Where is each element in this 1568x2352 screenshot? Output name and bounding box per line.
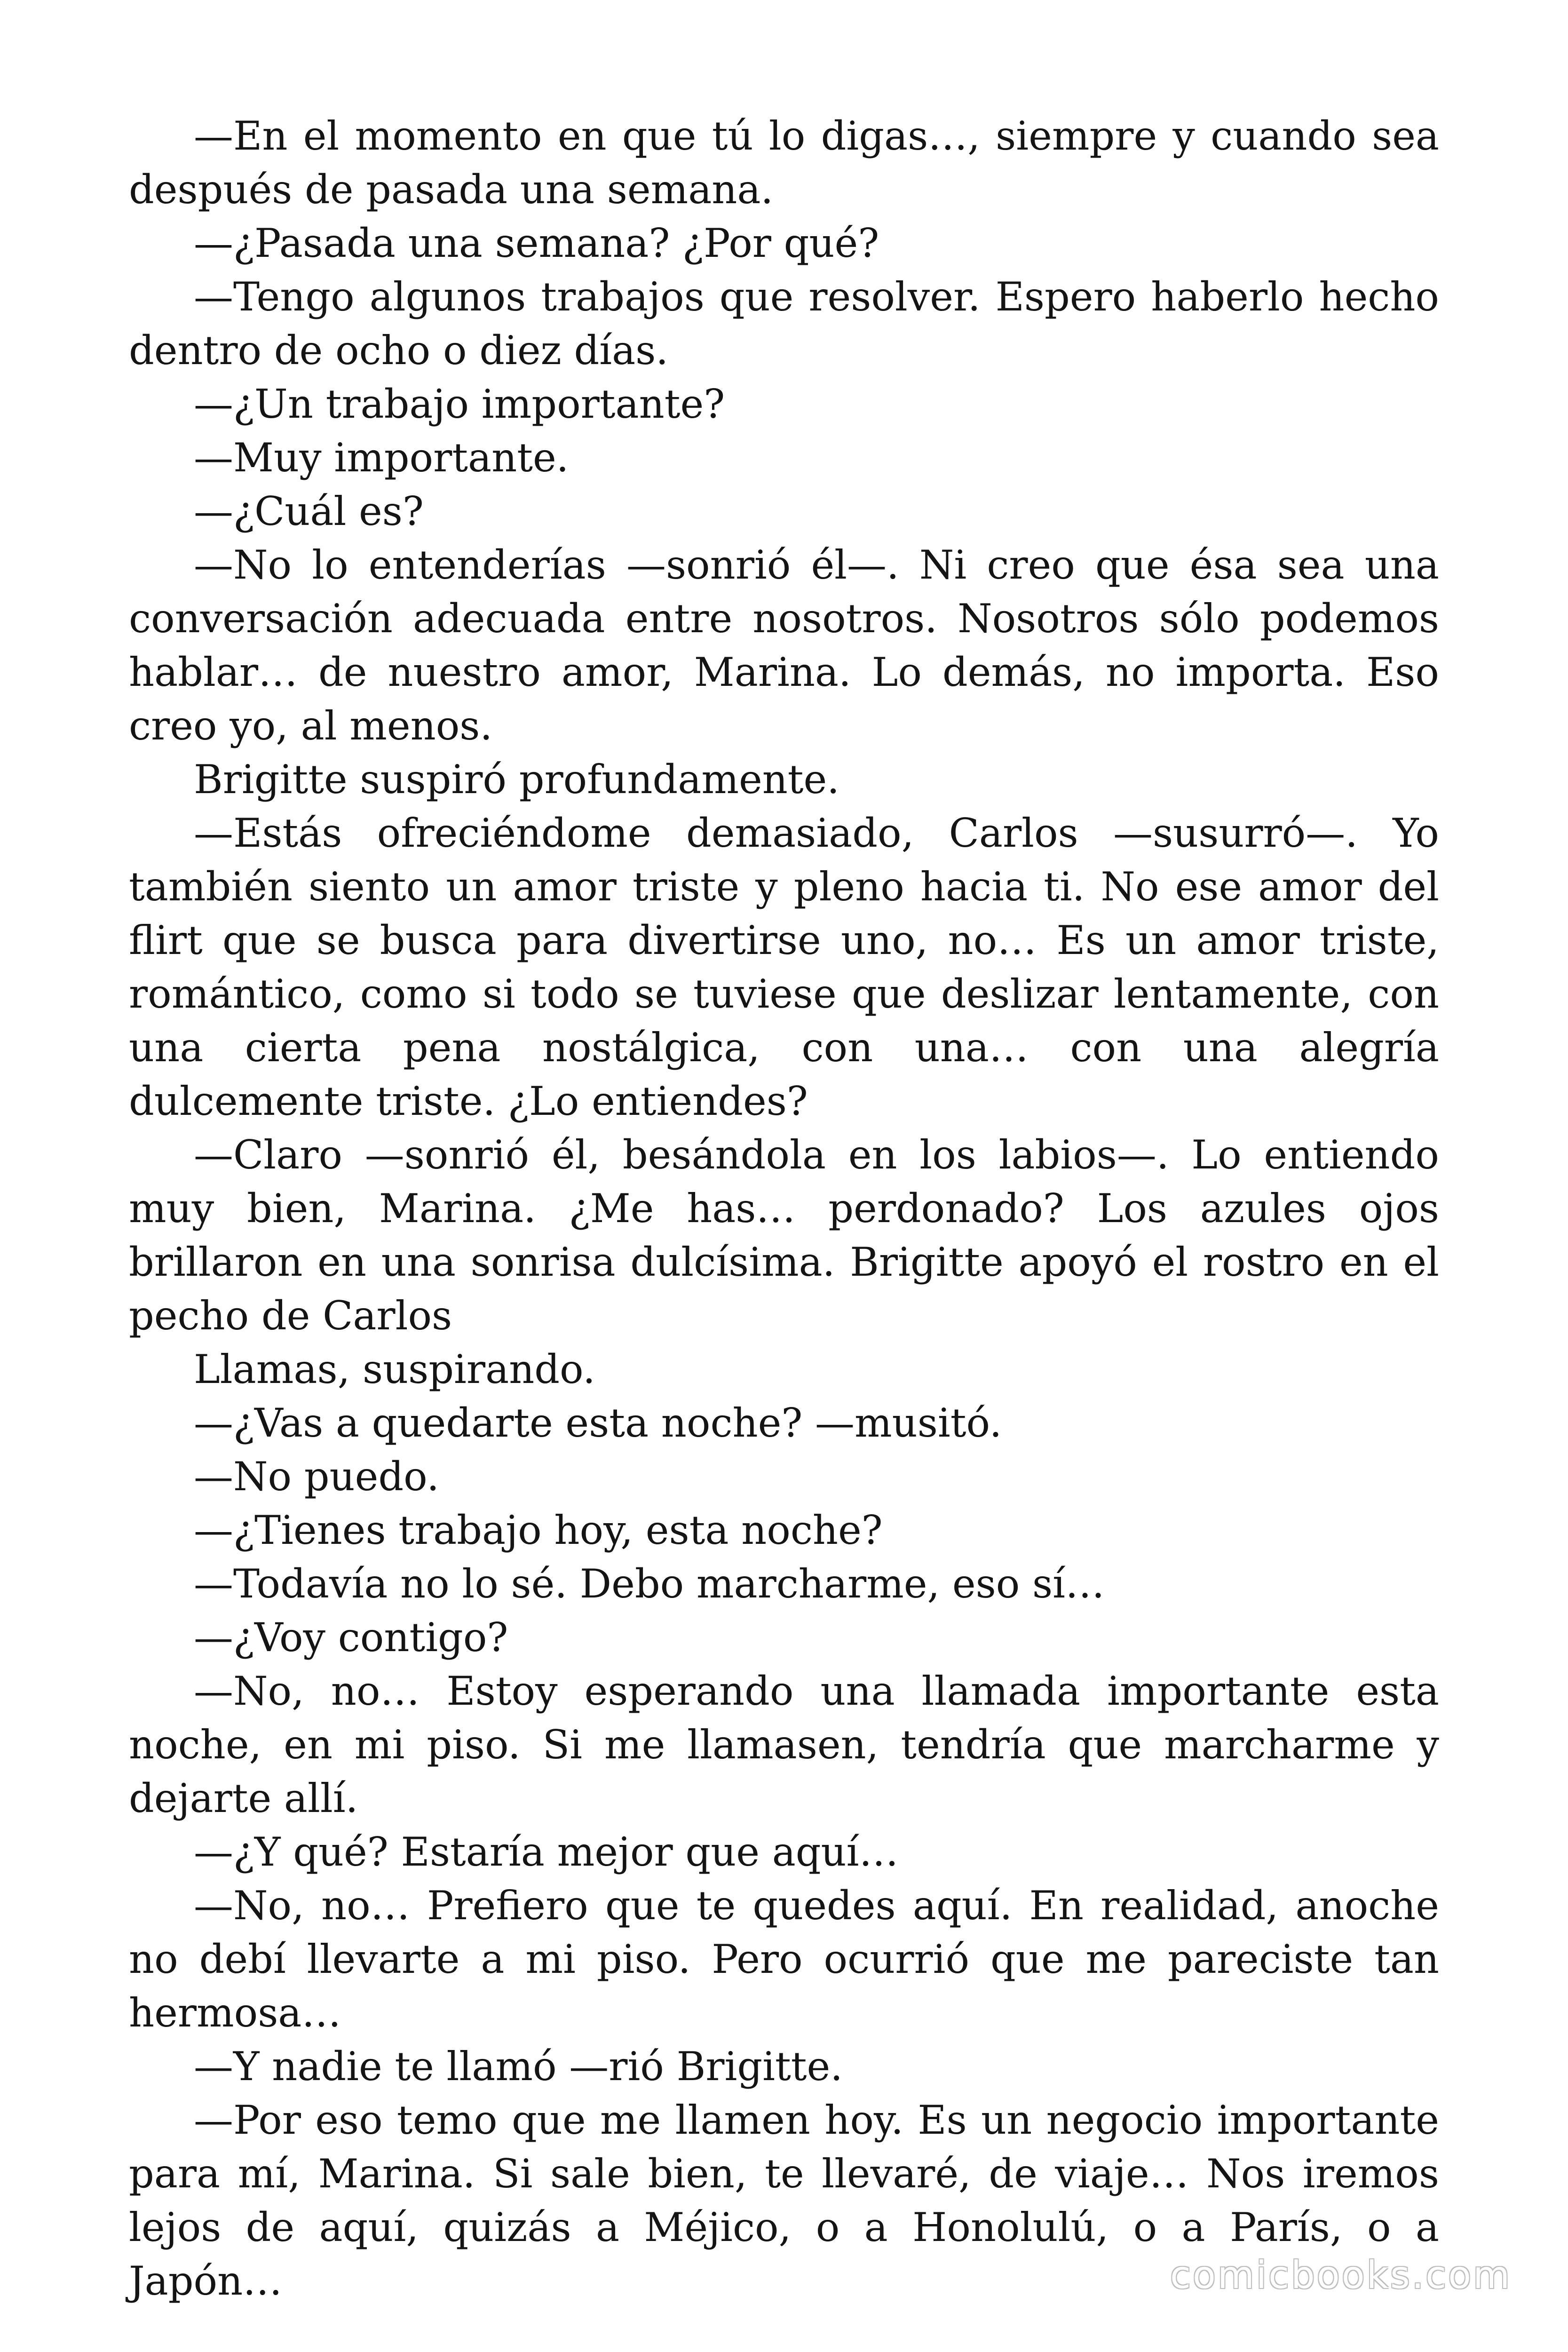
paragraph: —No, no… Prefiero que te quedes aquí. En realidad, anoche no debí llevarte a mi piso. Pero ocurrió que me pareciste tan hermosa… xyxy=(129,1883,1439,2036)
paragraph: Llamas, suspirando. xyxy=(194,1346,595,1392)
paragraph: —Muy importante. xyxy=(194,435,569,481)
paragraph: —Claro —sonrió él, besándola en los labios—. Lo entiendo muy bien, Marina. ¿Me has… perdonado? Los azules ojos brillaron en una sonrisa dulcísima. Brigitte apoyó el rostro en el pecho de Carlos xyxy=(129,1132,1439,1339)
page-body xyxy=(129,109,1439,2308)
paragraph: —Tengo algunos trabajos que resolver. Espero haberlo hecho dentro de ocho o diez días. xyxy=(129,274,1439,373)
paragraph: —¿Voy contigo? xyxy=(194,1614,508,1661)
watermark-logo: comicbooks.com xyxy=(1170,2253,1512,2297)
paragraph: —No puedo. xyxy=(194,1454,439,1500)
paragraph: —Estás ofreciéndome demasiado, Carlos —susurró—. Yo también siento un amor triste y pleno hacia ti. No ese amor del flirt que se busca para divertirse uno, no… Es un amor triste, romántico, como si todo se tuviese que deslizar lentamente, con una cierta pena nostálgica, con una… con una alegría dulcemente triste. ¿Lo entiendes? xyxy=(129,810,1439,1124)
paragraph: —¿Cuál es? xyxy=(194,488,424,534)
paragraph: —No, no… Estoy esperando una llamada importante esta noche, en mi piso. Si me llamasen, tendría que marcharme y dejarte allí. xyxy=(129,1668,1439,1821)
paragraph: —En el momento en que tú lo digas…, siempre y cuando sea después de pasada una semana. xyxy=(129,113,1439,213)
paragraph: —Y nadie te llamó —rió Brigitte. xyxy=(194,2043,843,2090)
paragraph: —¿Un trabajo importante? xyxy=(194,381,725,427)
paragraph: —¿Pasada una semana? ¿Por qué? xyxy=(194,220,879,266)
paragraph: —¿Vas a quedarte esta noche? —musitó. xyxy=(194,1400,1002,1446)
paragraph: —Por eso temo que me llamen hoy. Es un negocio importante para mí, Marina. Si sale bien, te llevaré, de viaje… Nos iremos lejos de aquí, quizás a Méjico, o a Honolulú, o a París, o a Japón… xyxy=(129,2097,1439,2304)
paragraph: —No lo entenderías —sonrió él—. Ni creo que ésa sea una conversación adecuada entre nosotros. Nosotros sólo podemos hablar… de nuestro amor, Marina. Lo demás, no importa. Eso creo yo, al menos. xyxy=(129,542,1439,749)
paragraph: Brigitte suspiró profundamente. xyxy=(194,756,839,803)
paragraph: —¿Y qué? Estaría mejor que aquí… xyxy=(194,1829,899,1875)
paragraph: —Todavía no lo sé. Debo marcharme, eso sí… xyxy=(194,1561,1105,1607)
paragraph: —¿Tienes trabajo hoy, esta noche? xyxy=(194,1507,883,1553)
